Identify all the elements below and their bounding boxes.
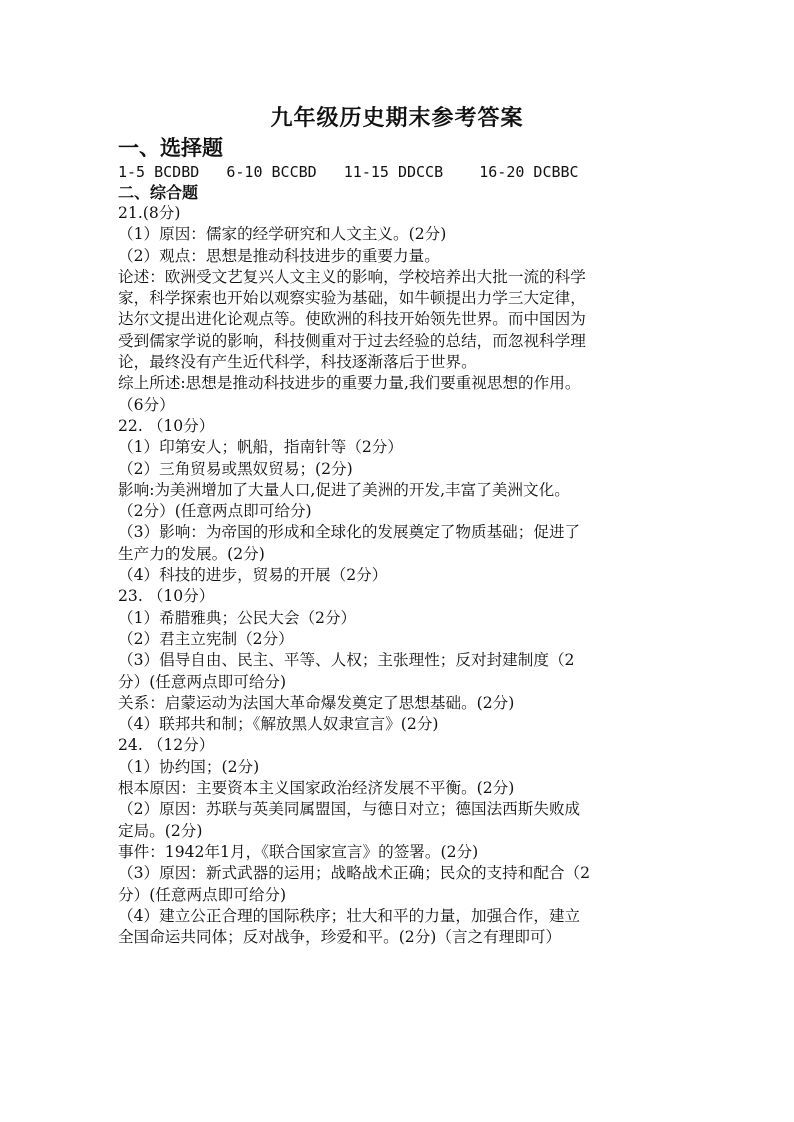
answer-line: （3）原因：新式武器的运用；战略战术正确；民众的支持和配合（2 [118,864,591,883]
answer-line: 23. （10分） [118,587,215,606]
answer-line: 21.(8分) [118,204,181,222]
answer-line: 事件：1942年1月，《联合国家宣言》的签署。(2分) [118,842,479,861]
answer-line: （1）印第安人；帆船，指南针等（2分） [118,438,403,457]
answer-line: （2）原因：苏联与英美同属盟国，与德日对立；德国法西斯失败成 [118,800,581,819]
answer-line: 24. （12分） [118,736,215,755]
section-heading-comprehensive: 二、综合题 [118,183,199,202]
comprehensive-answers [118,203,678,948]
answer-line: 关系：启蒙运动为法国大革命爆发奠定了思想基础。(2分) [118,693,515,712]
answer-line: 根本原因：主要资本主义国家政治经济发展不平衡。(2分) [118,779,515,798]
choice-answers: 1-5 BCDBD 6-10 BCCBD 11-15 DDCCB 16-20 DCBBC [118,163,579,181]
answer-line: 受到儒家学说的影响，科技侧重对于过去经验的总结，而忽视科学理 [118,331,586,350]
answer-line: 影响:为美洲增加了大量人口,促进了美洲的开发,丰富了美洲文化。 [118,480,570,499]
answer-line: 家，科学探索也开始以观察实验为基础，如牛顿提出力学三大定律， [118,289,586,308]
answer-line: （2）君主立宪制（2分） [118,629,294,648]
answer-line: （2）观点：思想是推动科技进步的重要力量。 [118,246,440,265]
answer-line: （1）协约国；(2分) [118,757,260,776]
answer-line: （4）联邦共和制；《解放黑人奴隶宣言》(2分) [118,715,439,734]
answer-line: （3）影响：为帝国的形成和全球化的发展奠定了物质基础；促进了 [118,523,581,542]
answer-line: 分）(任意两点即可给分) [118,885,287,904]
answer-line: （4）科技的进步，贸易的开展（2分） [118,566,388,585]
page-title: 九年级历史期末参考答案 [270,105,524,131]
answer-line: （4）建立公正合理的国际秩序；壮大和平的力量，加强合作，建立 [118,906,581,925]
answer-line: （3）倡导自由、民主、平等、人权；主张理性；反对封建制度（2 [118,651,575,670]
answer-line: 全国命运共同体；反对战争，珍爱和平。(2分)（言之有理即可） [118,928,562,947]
answer-line: 分）(任意两点即可给分) [118,672,287,691]
answer-line: 综上所述:思想是推动科技进步的重要力量,我们要重视思想的作用。 [118,374,581,393]
answer-line: 论述：欧洲受文艺复兴人文主义的影响，学校培养出大批一流的科学 [118,267,586,286]
section-heading-choice: 一、选择题 [118,135,223,160]
answer-line: （2分）(任意两点即可给分) [118,502,312,521]
answer-line: 定局。(2分) [118,821,203,840]
answer-line: 生产力的发展。(2分) [118,544,265,563]
answer-line: 22. （10分） [118,416,215,435]
answer-line: （1）原因：儒家的经学研究和人文主义。(2分) [118,225,447,244]
answer-line: 论，最终没有产生近代科学，科技逐渐落后于世界。 [118,353,477,372]
answer-line: （2）三角贸易或黑奴贸易；(2分) [118,459,353,478]
answer-line: （1）希腊雅典；公民大会（2分） [118,608,357,627]
answer-line: （6分） [118,395,175,414]
answer-line: 达尔文提出进化论观点等。使欧洲的科技开始领先世界。而中国因为 [118,310,586,329]
